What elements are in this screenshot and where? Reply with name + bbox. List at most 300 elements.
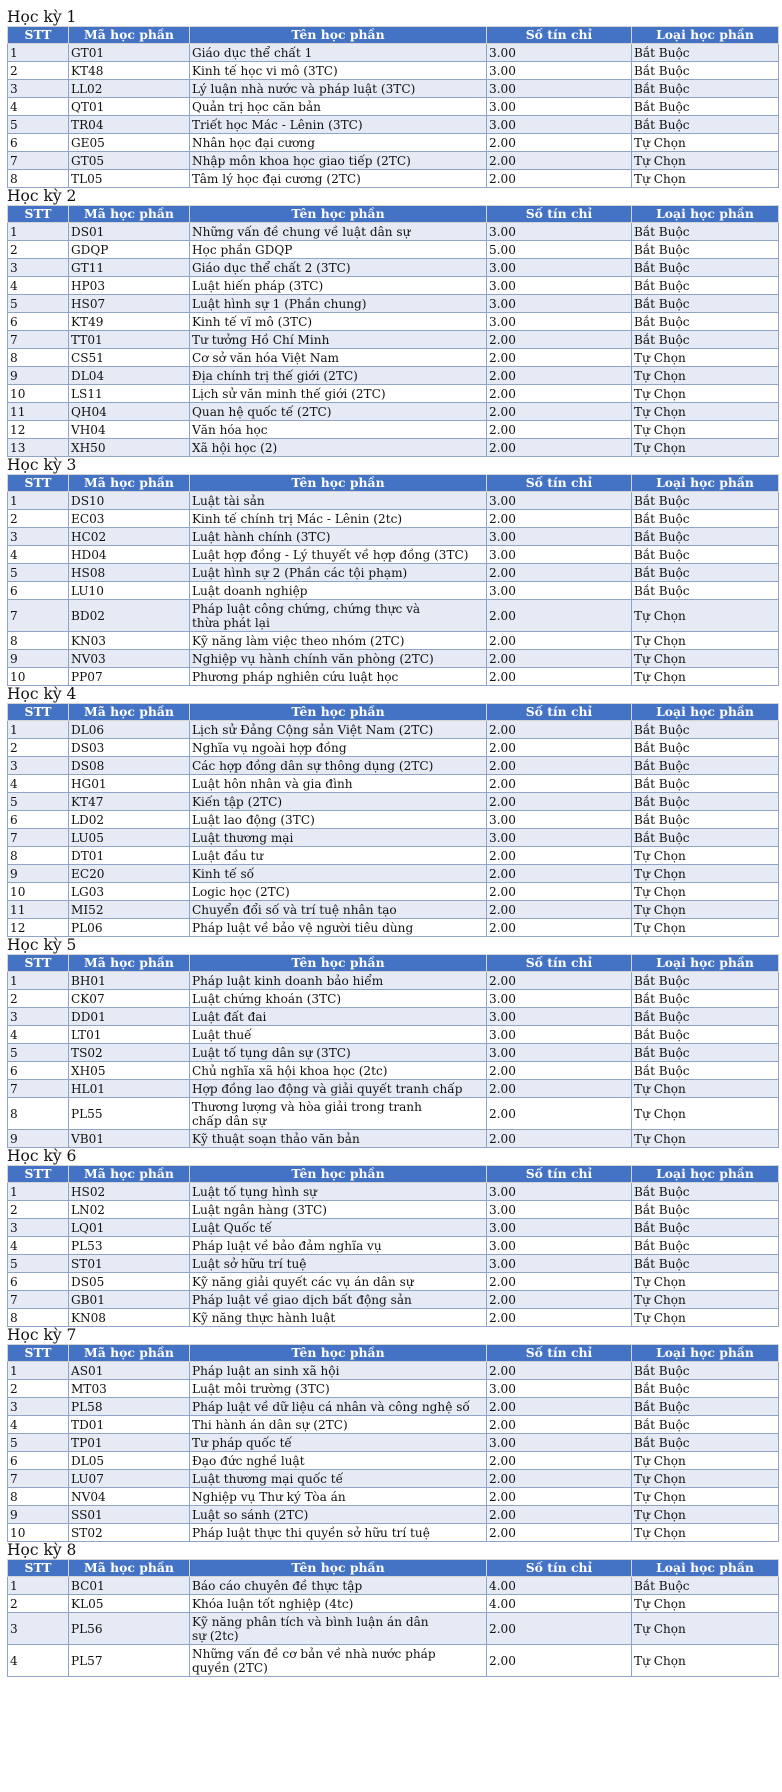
cell-stt: 4 <box>8 1645 69 1677</box>
cell-name: Luật lao động (3TC) <box>190 811 487 829</box>
cell-stt: 7 <box>8 1080 69 1098</box>
cell-type: Bắt Buộc <box>632 1026 779 1044</box>
cell-name: Luật so sánh (2TC) <box>190 1506 487 1524</box>
cell-name: Lịch sử Đảng Cộng sản Việt Nam (2TC) <box>190 721 487 739</box>
cell-stt: 9 <box>8 865 69 883</box>
cell-code: PL53 <box>69 1237 190 1255</box>
cell-stt: 6 <box>8 582 69 600</box>
table-row <box>8 241 779 259</box>
cell-code: CS51 <box>69 349 190 367</box>
cell-credits: 2.00 <box>487 1309 632 1327</box>
cell-stt: 8 <box>8 1488 69 1506</box>
cell-name: Văn hóa học <box>190 421 487 439</box>
cell-credits: 2.00 <box>487 1398 632 1416</box>
column-header-code: Mã học phần <box>69 955 190 972</box>
cell-code: GT01 <box>69 44 190 62</box>
column-header-credits: Số tín chỉ <box>487 206 632 223</box>
cell-code: DS03 <box>69 739 190 757</box>
cell-stt: 8 <box>8 170 69 188</box>
cell-credits: 2.00 <box>487 1470 632 1488</box>
cell-code: EC03 <box>69 510 190 528</box>
table-row <box>8 1434 779 1452</box>
semester-title: Học kỳ 3 <box>7 456 77 474</box>
table-header-row <box>8 1345 779 1362</box>
cell-name: Các hợp đồng dân sự thông dụng (2TC) <box>190 757 487 775</box>
cell-code: BH01 <box>69 972 190 990</box>
course-table <box>7 954 779 1148</box>
cell-credits: 3.00 <box>487 1237 632 1255</box>
cell-code: KT47 <box>69 793 190 811</box>
cell-code: ST02 <box>69 1524 190 1542</box>
cell-name: Kiến tập (2TC) <box>190 793 487 811</box>
cell-name: Khóa luận tốt nghiệp (4tc) <box>190 1595 487 1613</box>
table-row <box>8 1506 779 1524</box>
cell-type: Bắt Buộc <box>632 528 779 546</box>
cell-stt: 1 <box>8 1362 69 1380</box>
cell-code: VB01 <box>69 1130 190 1148</box>
cell-credits: 2.00 <box>487 739 632 757</box>
cell-stt: 6 <box>8 134 69 152</box>
column-header-type: Loại học phần <box>632 206 779 223</box>
cell-code: HS07 <box>69 295 190 313</box>
cell-code: LL02 <box>69 80 190 98</box>
cell-name: Kinh tế chính trị Mác - Lênin (2tc) <box>190 510 487 528</box>
column-header-credits: Số tín chỉ <box>487 27 632 44</box>
column-header-name: Tên học phần <box>190 704 487 721</box>
cell-name: Luật tố tụng hình sự <box>190 1183 487 1201</box>
table-row <box>8 1183 779 1201</box>
cell-name: Nghiệp vụ hành chính văn phòng (2TC) <box>190 650 487 668</box>
cell-name: Luật chứng khoán (3TC) <box>190 990 487 1008</box>
cell-code: TS02 <box>69 1044 190 1062</box>
cell-type: Tự Chọn <box>632 1524 779 1542</box>
cell-credits: 2.00 <box>487 1613 632 1645</box>
table-row <box>8 901 779 919</box>
cell-code: DS08 <box>69 757 190 775</box>
cell-type: Bắt Buộc <box>632 811 779 829</box>
cell-type: Bắt Buộc <box>632 1219 779 1237</box>
cell-type: Tự Chọn <box>632 632 779 650</box>
cell-credits: 2.00 <box>487 972 632 990</box>
table-header-row <box>8 475 779 492</box>
cell-credits: 2.00 <box>487 632 632 650</box>
cell-type: Tự Chọn <box>632 170 779 188</box>
cell-credits: 3.00 <box>487 1255 632 1273</box>
table-row <box>8 277 779 295</box>
table-header-row <box>8 27 779 44</box>
cell-code: TD01 <box>69 1416 190 1434</box>
cell-stt: 4 <box>8 277 69 295</box>
cell-credits: 2.00 <box>487 1080 632 1098</box>
cell-name: Luật hình sự 2 (Phần các tội phạm) <box>190 564 487 582</box>
table-row <box>8 1470 779 1488</box>
cell-name: Học phần GDQP <box>190 241 487 259</box>
cell-type: Tự Chọn <box>632 1291 779 1309</box>
cell-stt: 3 <box>8 1613 69 1645</box>
cell-stt: 4 <box>8 98 69 116</box>
cell-stt: 2 <box>8 1380 69 1398</box>
table-row <box>8 421 779 439</box>
column-header-type: Loại học phần <box>632 955 779 972</box>
cell-stt: 5 <box>8 564 69 582</box>
cell-stt: 8 <box>8 847 69 865</box>
cell-code: TP01 <box>69 1434 190 1452</box>
cell-type: Tự Chọn <box>632 919 779 937</box>
cell-stt: 4 <box>8 775 69 793</box>
cell-credits: 3.00 <box>487 277 632 295</box>
cell-stt: 4 <box>8 1416 69 1434</box>
cell-type: Bắt Buộc <box>632 582 779 600</box>
cell-code: DD01 <box>69 1008 190 1026</box>
cell-stt: 1 <box>8 44 69 62</box>
table-row <box>8 1524 779 1542</box>
cell-stt: 6 <box>8 1452 69 1470</box>
column-header-credits: Số tín chỉ <box>487 1560 632 1577</box>
cell-code: LS11 <box>69 385 190 403</box>
table-row <box>8 1062 779 1080</box>
cell-type: Tự Chọn <box>632 1595 779 1613</box>
cell-credits: 3.00 <box>487 1201 632 1219</box>
cell-name: Luật hành chính (3TC) <box>190 528 487 546</box>
table-row <box>8 1044 779 1062</box>
cell-stt: 3 <box>8 1219 69 1237</box>
cell-code: PL06 <box>69 919 190 937</box>
cell-credits: 2.00 <box>487 1452 632 1470</box>
cell-type: Bắt Buộc <box>632 1434 779 1452</box>
column-header-type: Loại học phần <box>632 704 779 721</box>
table-row <box>8 510 779 528</box>
cell-credits: 3.00 <box>487 1183 632 1201</box>
cell-credits: 3.00 <box>487 295 632 313</box>
cell-code: LT01 <box>69 1026 190 1044</box>
column-header-code: Mã học phần <box>69 704 190 721</box>
cell-stt: 3 <box>8 1008 69 1026</box>
cell-type: Tự Chọn <box>632 421 779 439</box>
table-row <box>8 1219 779 1237</box>
cell-stt: 5 <box>8 1044 69 1062</box>
cell-code: NV04 <box>69 1488 190 1506</box>
cell-stt: 2 <box>8 1595 69 1613</box>
cell-name: Luật hợp đồng - Lý thuyết về hợp đồng (3TC) <box>190 546 487 564</box>
cell-type: Bắt Buộc <box>632 1183 779 1201</box>
cell-stt: 1 <box>8 721 69 739</box>
cell-credits: 2.00 <box>487 919 632 937</box>
cell-name: Địa chính trị thế giới (2TC) <box>190 367 487 385</box>
cell-code: LD02 <box>69 811 190 829</box>
cell-stt: 6 <box>8 811 69 829</box>
cell-type: Bắt Buộc <box>632 1380 779 1398</box>
cell-credits: 3.00 <box>487 528 632 546</box>
cell-name: Luật tố tụng dân sự (3TC) <box>190 1044 487 1062</box>
table-row <box>8 116 779 134</box>
cell-credits: 2.00 <box>487 668 632 686</box>
cell-stt: 1 <box>8 1577 69 1595</box>
cell-type: Tự Chọn <box>632 883 779 901</box>
cell-name: Những vấn đề chung về luật dân sự <box>190 223 487 241</box>
cell-credits: 3.00 <box>487 313 632 331</box>
cell-code: DT01 <box>69 847 190 865</box>
cell-name: Những vấn đề cơ bản về nhà nước pháp quyền (2TC) <box>190 1645 487 1677</box>
cell-code: QH04 <box>69 403 190 421</box>
cell-stt: 8 <box>8 349 69 367</box>
cell-credits: 3.00 <box>487 62 632 80</box>
cell-credits: 2.00 <box>487 510 632 528</box>
cell-credits: 2.00 <box>487 403 632 421</box>
table-row <box>8 600 779 632</box>
cell-name: Luật thương mại <box>190 829 487 847</box>
table-row <box>8 1026 779 1044</box>
cell-name: Kỹ năng phân tích và bình luận án dân sự (2tc) <box>190 1613 487 1645</box>
cell-type: Tự Chọn <box>632 865 779 883</box>
table-row <box>8 668 779 686</box>
cell-credits: 3.00 <box>487 1380 632 1398</box>
cell-name: Xã hội học (2) <box>190 439 487 457</box>
cell-credits: 3.00 <box>487 44 632 62</box>
column-header-name: Tên học phần <box>190 1560 487 1577</box>
table-row <box>8 1398 779 1416</box>
cell-stt: 5 <box>8 1434 69 1452</box>
cell-stt: 7 <box>8 600 69 632</box>
cell-type: Bắt Buộc <box>632 990 779 1008</box>
cell-code: VH04 <box>69 421 190 439</box>
cell-credits: 3.00 <box>487 1026 632 1044</box>
table-row <box>8 1416 779 1434</box>
cell-code: PP07 <box>69 668 190 686</box>
table-row <box>8 811 779 829</box>
course-table <box>7 1559 779 1677</box>
table-row <box>8 1645 779 1677</box>
semester-title: Học kỳ 8 <box>7 1541 77 1559</box>
cell-type: Bắt Buộc <box>632 44 779 62</box>
semester-title: Học kỳ 6 <box>7 1147 77 1165</box>
cell-stt: 9 <box>8 1130 69 1148</box>
column-header-code: Mã học phần <box>69 27 190 44</box>
cell-type: Bắt Buộc <box>632 62 779 80</box>
cell-stt: 9 <box>8 367 69 385</box>
column-header-type: Loại học phần <box>632 1166 779 1183</box>
column-header-code: Mã học phần <box>69 1166 190 1183</box>
cell-credits: 3.00 <box>487 546 632 564</box>
cell-code: PL55 <box>69 1098 190 1130</box>
cell-type: Tự Chọn <box>632 1452 779 1470</box>
cell-code: TR04 <box>69 116 190 134</box>
cell-type: Tự Chọn <box>632 1080 779 1098</box>
cell-name: Chuyển đổi số và trí tuệ nhân tạo <box>190 901 487 919</box>
table-row <box>8 1452 779 1470</box>
cell-name: Hợp đồng lao động và giải quyết tranh chấp <box>190 1080 487 1098</box>
cell-stt: 11 <box>8 901 69 919</box>
cell-stt: 8 <box>8 1098 69 1130</box>
cell-name: Giáo dục thể chất 1 <box>190 44 487 62</box>
cell-type: Bắt Buộc <box>632 1008 779 1026</box>
cell-code: KT48 <box>69 62 190 80</box>
table-row <box>8 134 779 152</box>
cell-code: GT11 <box>69 259 190 277</box>
cell-stt: 4 <box>8 546 69 564</box>
cell-code: BC01 <box>69 1577 190 1595</box>
cell-stt: 2 <box>8 241 69 259</box>
cell-stt: 10 <box>8 1524 69 1542</box>
table-row <box>8 721 779 739</box>
table-row <box>8 1098 779 1130</box>
cell-name: Logic học (2TC) <box>190 883 487 901</box>
cell-type: Bắt Buộc <box>632 259 779 277</box>
cell-credits: 3.00 <box>487 492 632 510</box>
cell-code: AS01 <box>69 1362 190 1380</box>
cell-code: EC20 <box>69 865 190 883</box>
cell-stt: 3 <box>8 80 69 98</box>
cell-code: DS01 <box>69 223 190 241</box>
cell-credits: 5.00 <box>487 241 632 259</box>
cell-credits: 2.00 <box>487 721 632 739</box>
cell-type: Bắt Buộc <box>632 1237 779 1255</box>
cell-credits: 2.00 <box>487 847 632 865</box>
cell-credits: 3.00 <box>487 1008 632 1026</box>
cell-stt: 6 <box>8 1062 69 1080</box>
cell-credits: 3.00 <box>487 1044 632 1062</box>
cell-type: Bắt Buộc <box>632 223 779 241</box>
cell-credits: 2.00 <box>487 564 632 582</box>
column-header-credits: Số tín chỉ <box>487 704 632 721</box>
cell-type: Bắt Buộc <box>632 277 779 295</box>
cell-code: HG01 <box>69 775 190 793</box>
table-row <box>8 1201 779 1219</box>
cell-code: MT03 <box>69 1380 190 1398</box>
cell-name: Kỹ năng làm việc theo nhóm (2TC) <box>190 632 487 650</box>
cell-type: Tự Chọn <box>632 1309 779 1327</box>
cell-name: Luật sở hữu trí tuệ <box>190 1255 487 1273</box>
table-row <box>8 1080 779 1098</box>
column-header-credits: Số tín chỉ <box>487 475 632 492</box>
cell-code: GT05 <box>69 152 190 170</box>
column-header-stt: STT <box>8 1166 69 1183</box>
table-row <box>8 331 779 349</box>
column-header-code: Mã học phần <box>69 475 190 492</box>
table-row <box>8 1237 779 1255</box>
table-row <box>8 62 779 80</box>
cell-credits: 2.00 <box>487 1488 632 1506</box>
table-row <box>8 739 779 757</box>
cell-credits: 2.00 <box>487 901 632 919</box>
cell-credits: 3.00 <box>487 990 632 1008</box>
cell-stt: 2 <box>8 1201 69 1219</box>
cell-stt: 1 <box>8 492 69 510</box>
cell-stt: 2 <box>8 510 69 528</box>
cell-code: ST01 <box>69 1255 190 1273</box>
table-row <box>8 1130 779 1148</box>
table-header-row <box>8 206 779 223</box>
cell-credits: 2.00 <box>487 793 632 811</box>
cell-name: Luật hôn nhân và gia đình <box>190 775 487 793</box>
cell-code: BD02 <box>69 600 190 632</box>
cell-stt: 12 <box>8 919 69 937</box>
cell-credits: 2.00 <box>487 170 632 188</box>
column-header-credits: Số tín chỉ <box>487 1345 632 1362</box>
cell-code: LQ01 <box>69 1219 190 1237</box>
cell-type: Bắt Buộc <box>632 116 779 134</box>
cell-credits: 3.00 <box>487 116 632 134</box>
cell-name: Kinh tế vĩ mô (3TC) <box>190 313 487 331</box>
cell-credits: 3.00 <box>487 98 632 116</box>
cell-code: LN02 <box>69 1201 190 1219</box>
cell-name: Lý luận nhà nước và pháp luật (3TC) <box>190 80 487 98</box>
cell-stt: 3 <box>8 757 69 775</box>
cell-credits: 3.00 <box>487 1434 632 1452</box>
cell-type: Bắt Buộc <box>632 1362 779 1380</box>
cell-type: Tự Chọn <box>632 1613 779 1645</box>
cell-type: Bắt Buộc <box>632 1577 779 1595</box>
cell-stt: 7 <box>8 152 69 170</box>
cell-type: Bắt Buộc <box>632 1044 779 1062</box>
cell-type: Bắt Buộc <box>632 1416 779 1434</box>
cell-name: Luật hiến pháp (3TC) <box>190 277 487 295</box>
column-header-name: Tên học phần <box>190 27 487 44</box>
column-header-type: Loại học phần <box>632 1345 779 1362</box>
cell-credits: 2.00 <box>487 1416 632 1434</box>
cell-type: Tự Chọn <box>632 668 779 686</box>
cell-stt: 7 <box>8 331 69 349</box>
cell-name: Pháp luật về bảo vệ người tiêu dùng <box>190 919 487 937</box>
cell-credits: 2.00 <box>487 1506 632 1524</box>
table-row <box>8 367 779 385</box>
cell-code: XH50 <box>69 439 190 457</box>
table-row <box>8 582 779 600</box>
cell-type: Bắt Buộc <box>632 757 779 775</box>
cell-type: Bắt Buộc <box>632 1255 779 1273</box>
semester-title: Học kỳ 1 <box>7 8 77 26</box>
column-header-name: Tên học phần <box>190 1166 487 1183</box>
cell-stt: 8 <box>8 632 69 650</box>
cell-type: Bắt Buộc <box>632 98 779 116</box>
cell-name: Pháp luật về bảo đảm nghĩa vụ <box>190 1237 487 1255</box>
cell-name: Pháp luật an sinh xã hội <box>190 1362 487 1380</box>
cell-type: Bắt Buộc <box>632 972 779 990</box>
cell-code: KT49 <box>69 313 190 331</box>
table-header-row <box>8 1166 779 1183</box>
table-row <box>8 546 779 564</box>
cell-credits: 2.00 <box>487 650 632 668</box>
cell-code: DS05 <box>69 1273 190 1291</box>
column-header-name: Tên học phần <box>190 475 487 492</box>
column-header-credits: Số tín chỉ <box>487 1166 632 1183</box>
cell-type: Tự Chọn <box>632 1273 779 1291</box>
cell-credits: 2.00 <box>487 1098 632 1130</box>
table-row <box>8 152 779 170</box>
column-header-code: Mã học phần <box>69 1560 190 1577</box>
cell-stt: 2 <box>8 62 69 80</box>
cell-credits: 2.00 <box>487 1524 632 1542</box>
table-row <box>8 295 779 313</box>
column-header-code: Mã học phần <box>69 206 190 223</box>
cell-name: Nhân học đại cương <box>190 134 487 152</box>
cell-code: NV03 <box>69 650 190 668</box>
cell-name: Chủ nghĩa xã hội khoa học (2tc) <box>190 1062 487 1080</box>
cell-stt: 13 <box>8 439 69 457</box>
cell-name: Tâm lý học đại cương (2TC) <box>190 170 487 188</box>
cell-credits: 4.00 <box>487 1595 632 1613</box>
cell-type: Tự Chọn <box>632 385 779 403</box>
cell-type: Tự Chọn <box>632 1506 779 1524</box>
cell-stt: 6 <box>8 313 69 331</box>
cell-stt: 3 <box>8 528 69 546</box>
cell-type: Tự Chọn <box>632 134 779 152</box>
cell-credits: 2.00 <box>487 865 632 883</box>
cell-code: LU10 <box>69 582 190 600</box>
cell-type: Tự Chọn <box>632 1470 779 1488</box>
column-header-name: Tên học phần <box>190 1345 487 1362</box>
table-row <box>8 385 779 403</box>
cell-credits: 2.00 <box>487 385 632 403</box>
